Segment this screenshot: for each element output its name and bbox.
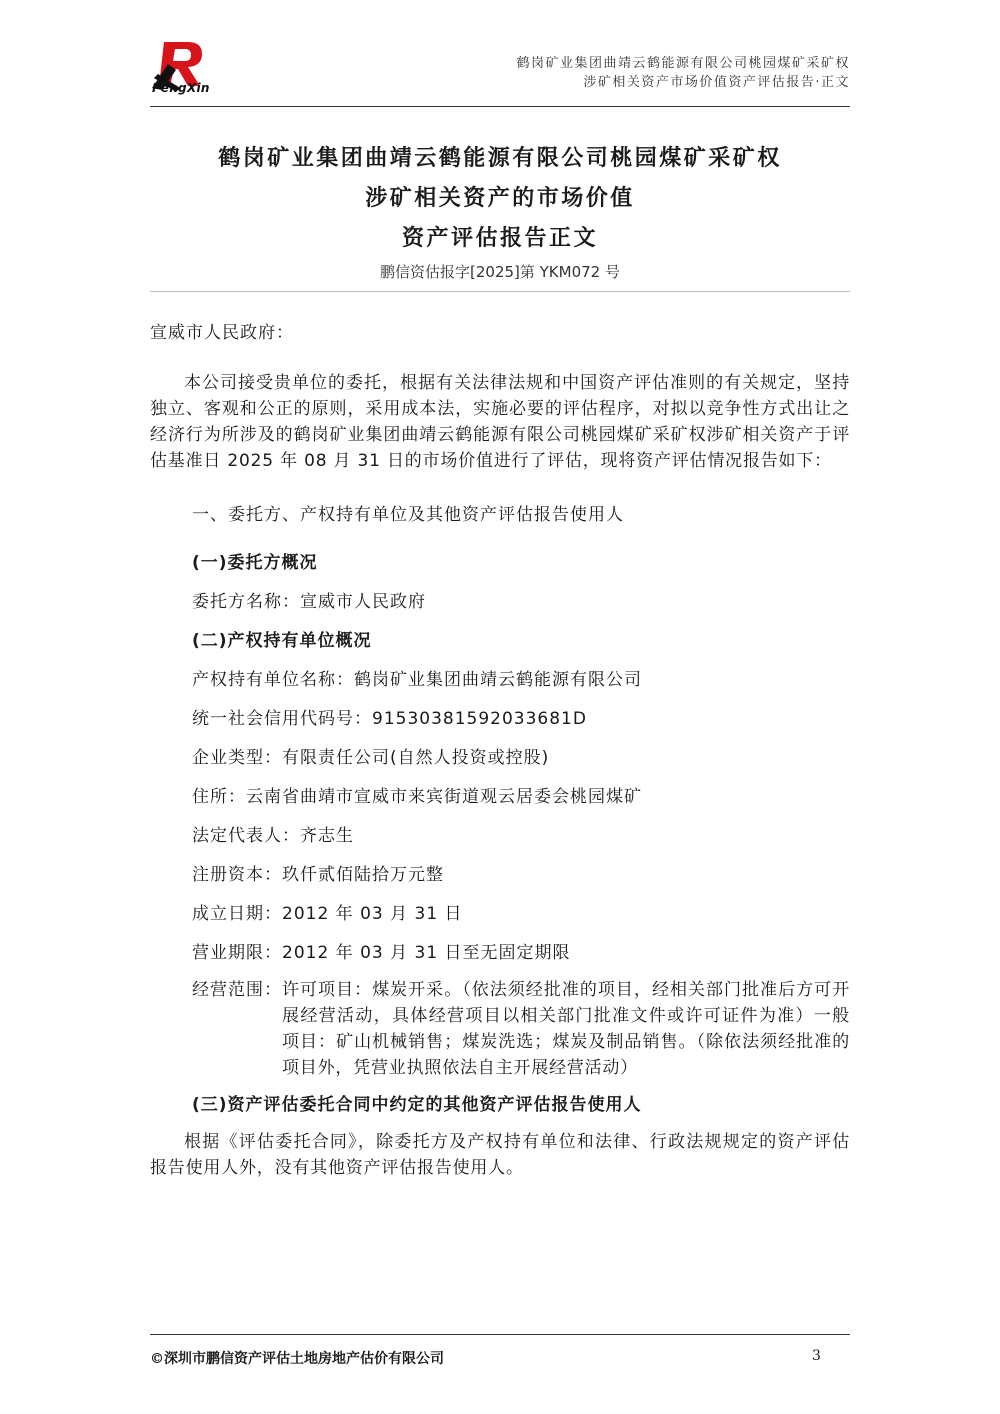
company-address: 住所：云南省曲靖市宣威市来宾街道观云居委会桃园煤矿 — [192, 787, 642, 807]
subsection-other-users-heading: (三)资产评估委托合同中约定的其他资产评估报告使用人 — [192, 1095, 642, 1115]
registered-capital: 注册资本：玖仟贰佰陆拾万元整 — [192, 865, 444, 885]
founded-date: 成立日期：2012 年 03 月 31 日 — [192, 904, 463, 924]
section-1-heading: 一、委托方、产权持有单位及其他资产评估报告使用人 — [192, 505, 624, 525]
legal-representative: 法定代表人：齐志生 — [192, 826, 354, 846]
other-users-paragraph: 根据《评估委托合同》，除委托方及产权持有单位和法律、行政法规规定的资产评估报告使用人外，没有其他资产评估报告使用人。 — [150, 1132, 850, 1178]
addressee: 宣威市人民政府： — [150, 323, 294, 343]
footer-divider — [150, 1334, 850, 1335]
holder-name: 产权持有单位名称：鹤岗矿业集团曲靖云鹤能源有限公司 — [192, 670, 642, 690]
business-term: 营业期限：2012 年 03 月 31 日至无固定期限 — [192, 943, 571, 963]
report-title-block — [150, 138, 850, 284]
logo-wordmark: PengXin — [152, 81, 210, 95]
page-number: 3 — [812, 1348, 821, 1364]
title-line-3: 资产评估报告正文 — [401, 225, 598, 251]
title-line-1: 鹤岗矿业集团曲靖云鹤能源有限公司桃园煤矿采矿权 — [218, 145, 782, 171]
company-logo — [150, 36, 214, 100]
client-name: 委托方名称：宣威市人民政府 — [192, 592, 426, 612]
report-number: 鹏信资估报字[2025]第 YKM072 号 — [380, 263, 620, 281]
business-scope — [150, 977, 850, 1081]
header-caption — [516, 54, 850, 92]
subsection-client-heading: (一)委托方概况 — [192, 553, 318, 573]
title-line-2: 涉矿相关资产的市场价值 — [365, 185, 635, 211]
business-scope-text: 许可项目：煤炭开采。（依法须经批准的项目，经相关部门批准后方可开展经营活动，具体经营项目以相关部门批准文件或许可证件为准）一般项目：矿山机械销售；煤炭洗选；煤炭及制品销售。（除依法须经批准的项目外，凭营业执照依法自主开展经营活动） — [282, 980, 850, 1078]
intro-paragraph: 本公司接受贵单位的委托，根据有关法律法规和中国资产评估准则的有关规定，坚持独立、客观和公正的原则，采用成本法，实施必要的评估程序，对拟以竞争性方式出让之经济行为所涉及的鹤岗矿业集团曲靖云鹤能源有限公司桃园煤矿采矿权涉矿相关资产于评估基准日 2025 年 08 月 31 日的市场价值进行了评估，现将资产评估情况报告如下： — [150, 373, 850, 471]
header-line-1: 鹤岗矿业集团曲靖云鹤能源有限公司桃园煤矿采矿权 — [516, 56, 850, 71]
header-line-2: 涉矿相关资产市场价值资产评估报告·正文 — [583, 75, 850, 90]
subsection-holder-heading: (二)产权持有单位概况 — [192, 631, 372, 651]
credit-code: 统一社会信用代码号：91530381592033681D — [192, 709, 587, 729]
report-body — [150, 318, 850, 1181]
company-type: 企业类型：有限责任公司(自然人投资或控股) — [192, 748, 550, 768]
title-divider — [150, 291, 850, 292]
business-scope-label: 经营范围： — [192, 980, 282, 1000]
page-header — [150, 36, 850, 107]
footer-copyright: ©深圳市鹏信资产评估土地房地产估价有限公司 — [150, 1351, 444, 1367]
